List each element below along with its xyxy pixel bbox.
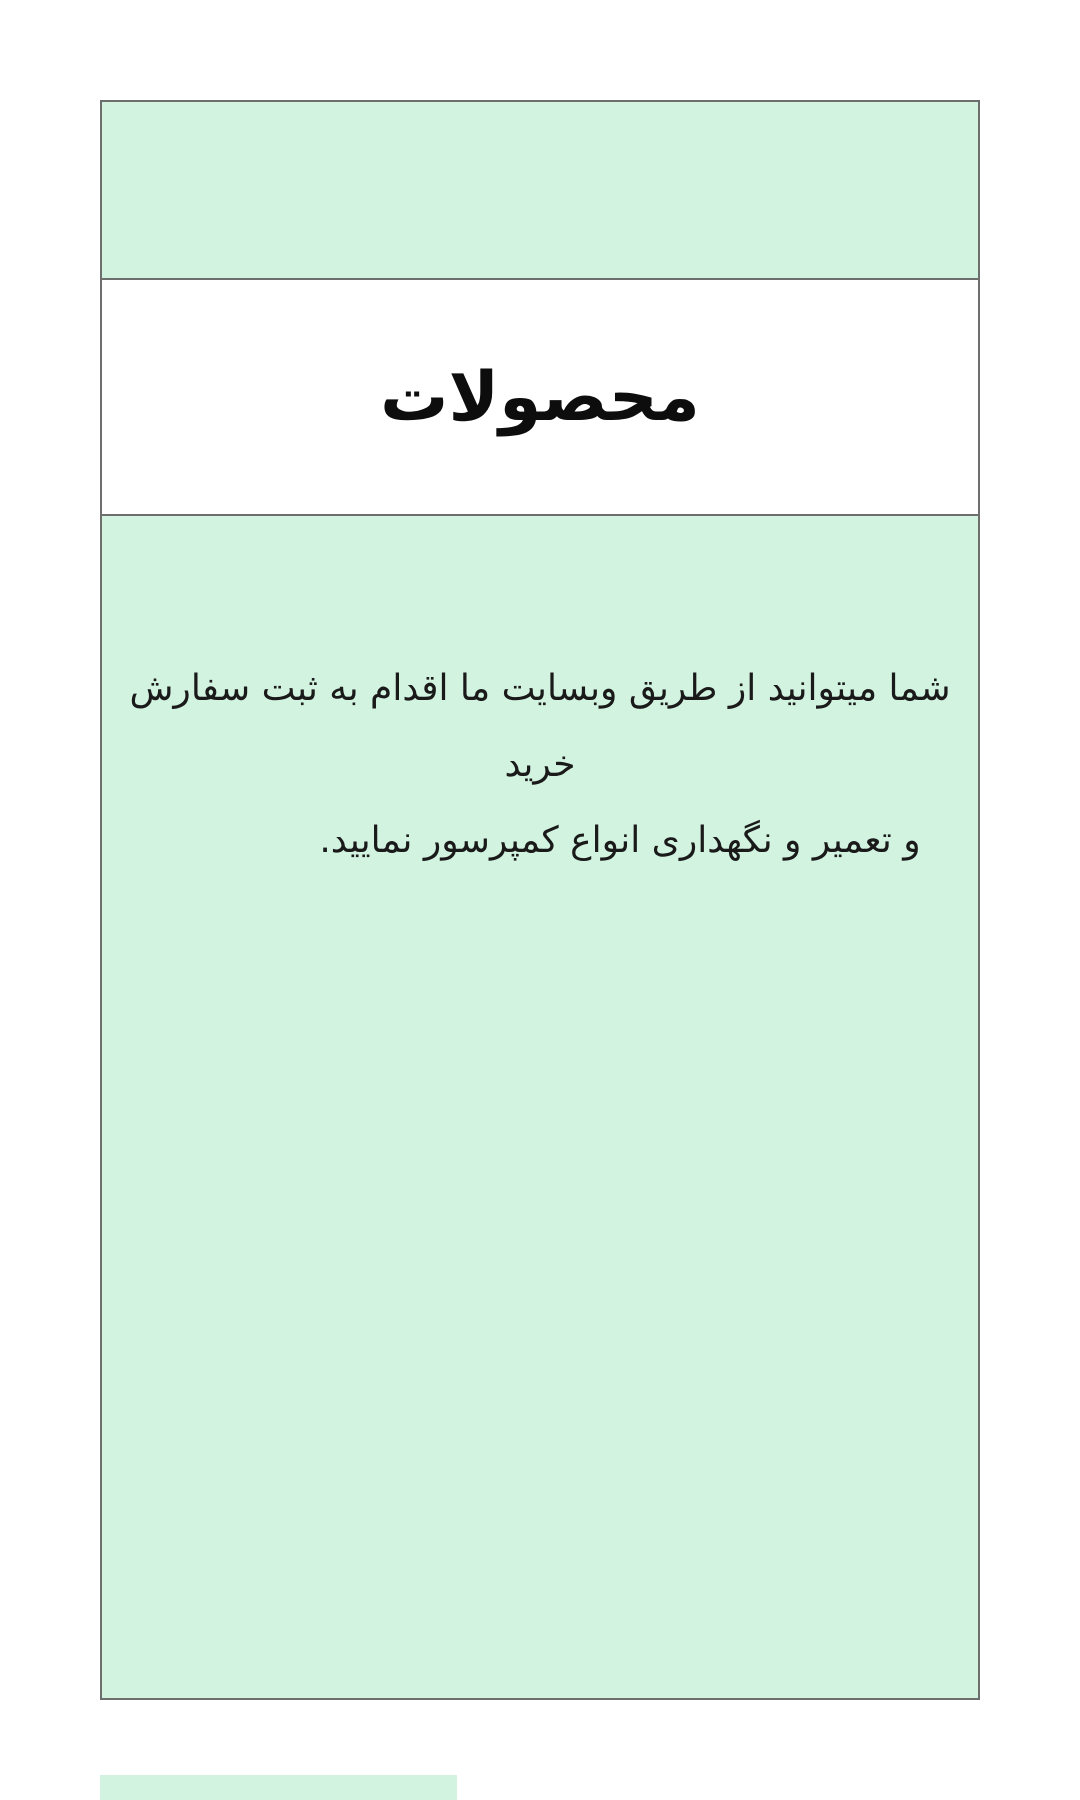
page-title: محصولات [380, 357, 700, 437]
next-section-peek [100, 1775, 457, 1800]
content-container [100, 100, 980, 1700]
hero-section [102, 102, 978, 280]
intro-line-2: و تعمیر و نگهداری انواع کمپرسور نمایید. [319, 820, 921, 861]
intro-line-1: شما میتوانید از طریق وبسایت ما اقدام به ثبت سفارش خرید [129, 668, 951, 785]
intro-text [102, 651, 978, 879]
intro-section [102, 516, 978, 1698]
products-heading-section [102, 280, 978, 516]
